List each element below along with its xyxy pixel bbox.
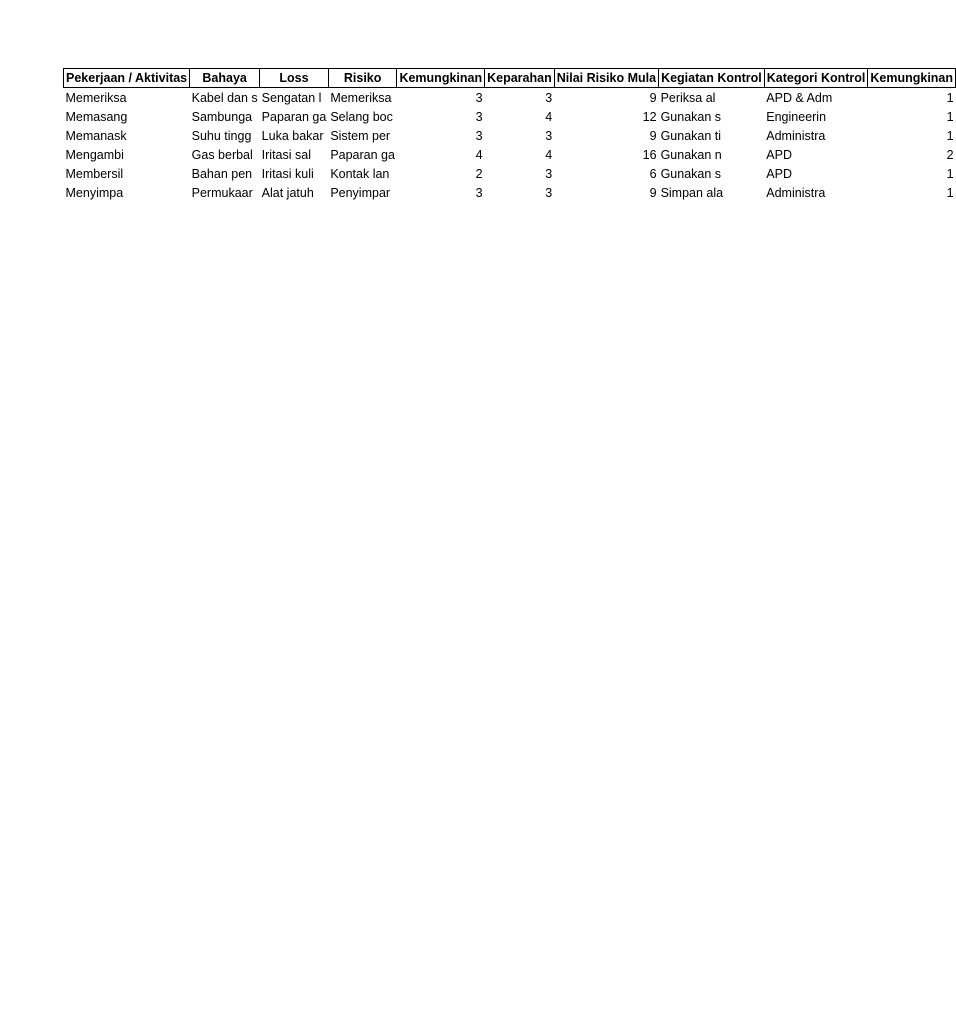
table-cell[interactable]: 9 (649, 90, 657, 105)
header-cell-risiko[interactable]: Risiko (328, 69, 397, 88)
spreadsheet (63, 68, 956, 202)
table-cell[interactable]: 3 (545, 128, 553, 143)
table-cell[interactable]: Gunakan s (660, 166, 722, 181)
table-cell[interactable]: Penyimpar (330, 185, 391, 200)
header-cell-kategori-kontrol[interactable]: Kategori Kontrol (764, 69, 868, 88)
table-cell[interactable]: 3 (545, 166, 553, 181)
table-cell[interactable]: Engineerin (766, 109, 827, 124)
table-cell[interactable]: 9 (649, 185, 657, 200)
table-cell[interactable]: 4 (545, 147, 553, 162)
table-cell[interactable]: 1 (946, 109, 954, 124)
table-cell[interactable]: Memeriksa (65, 90, 127, 105)
table-cell[interactable]: Gunakan s (660, 109, 722, 124)
table-cell[interactable]: APD (766, 166, 792, 181)
header-cell-bahaya[interactable]: Bahaya (190, 69, 260, 88)
risk-table (63, 68, 956, 202)
table-cell[interactable]: Memeriksa (330, 90, 392, 105)
table-cell[interactable]: Administra (766, 185, 826, 200)
table-cell[interactable]: Periksa al (660, 90, 716, 105)
header-cell-nilai-risiko[interactable]: Nilai Risiko Mula (554, 69, 658, 88)
table-cell[interactable]: Gunakan ti (660, 128, 722, 143)
table-cell[interactable]: Simpan ala (660, 185, 724, 200)
table-cell[interactable]: 1 (946, 128, 954, 143)
table-cell[interactable]: Sistem per (330, 128, 391, 143)
table-cell[interactable]: 1 (946, 166, 954, 181)
table-cell[interactable]: 16 (642, 147, 657, 162)
table-cell[interactable]: Suhu tingg (191, 128, 252, 143)
table-cell[interactable]: 3 (475, 185, 483, 200)
header-cell-kemungkinan[interactable]: Kemungkinan (397, 69, 485, 88)
table-cell[interactable]: Mengambi (65, 147, 124, 162)
table-cell[interactable]: Kabel dan s (191, 90, 258, 105)
header-cell-pekerjaan[interactable]: Pekerjaan / Aktivitas (64, 69, 190, 88)
table-cell[interactable]: Iritasi sal (261, 147, 311, 162)
table-cell[interactable]: 12 (642, 109, 657, 124)
table-cell[interactable]: Bahan pen (191, 166, 253, 181)
table-cell[interactable]: 2 (946, 147, 954, 162)
table-cell[interactable]: Paparan ga (330, 147, 395, 162)
table-cell[interactable]: 3 (545, 90, 553, 105)
header-cell-loss[interactable]: Loss (260, 69, 329, 88)
table-cell[interactable]: Menyimpa (65, 185, 124, 200)
table-cell[interactable]: 3 (475, 90, 483, 105)
table-cell[interactable]: 3 (475, 128, 483, 143)
table-cell[interactable]: Luka bakar (261, 128, 324, 143)
table-cell[interactable]: 4 (475, 147, 483, 162)
table-cell[interactable]: 3 (545, 185, 553, 200)
table-cell[interactable]: Memasang (65, 109, 128, 124)
table-cell[interactable]: Iritasi kuli (261, 166, 314, 181)
table-cell[interactable]: Permukaar (191, 185, 253, 200)
header-cell-keparahan[interactable]: Keparahan (485, 69, 555, 88)
table-cell[interactable]: Selang boc (330, 109, 393, 124)
table-cell[interactable]: Sengatan l (261, 90, 322, 105)
table-cell[interactable]: 3 (475, 109, 483, 124)
table-row (64, 126, 956, 145)
header-cell-kemungkinan-2[interactable]: Kemungkinan (868, 69, 956, 88)
table-row (64, 145, 956, 164)
table-row (64, 164, 956, 183)
table-cell[interactable]: Paparan ga (261, 109, 327, 124)
table-cell[interactable]: Administra (766, 128, 826, 143)
table-cell[interactable]: APD (766, 147, 792, 162)
table-cell[interactable]: Alat jatuh (261, 185, 314, 200)
table-cell[interactable]: 4 (545, 109, 553, 124)
table-cell[interactable]: 6 (649, 166, 657, 181)
table-cell[interactable]: APD & Adm (766, 90, 833, 105)
header-row (64, 69, 956, 88)
table-cell[interactable]: 1 (946, 90, 954, 105)
table-cell[interactable]: 1 (946, 185, 954, 200)
table-cell[interactable]: 9 (649, 128, 657, 143)
table-cell[interactable]: 2 (475, 166, 483, 181)
table-row (64, 183, 956, 202)
table-cell[interactable]: Memanask (65, 128, 127, 143)
table-row (64, 88, 956, 108)
table-cell[interactable]: Gunakan n (660, 147, 722, 162)
table-cell[interactable]: Sambunga (191, 109, 253, 124)
table-cell[interactable]: Kontak lan (330, 166, 390, 181)
header-cell-kegiatan-kontrol[interactable]: Kegiatan Kontrol (659, 69, 765, 88)
table-cell[interactable]: Gas berbal (191, 147, 253, 162)
table-cell[interactable]: Membersil (65, 166, 124, 181)
table-row (64, 107, 956, 126)
